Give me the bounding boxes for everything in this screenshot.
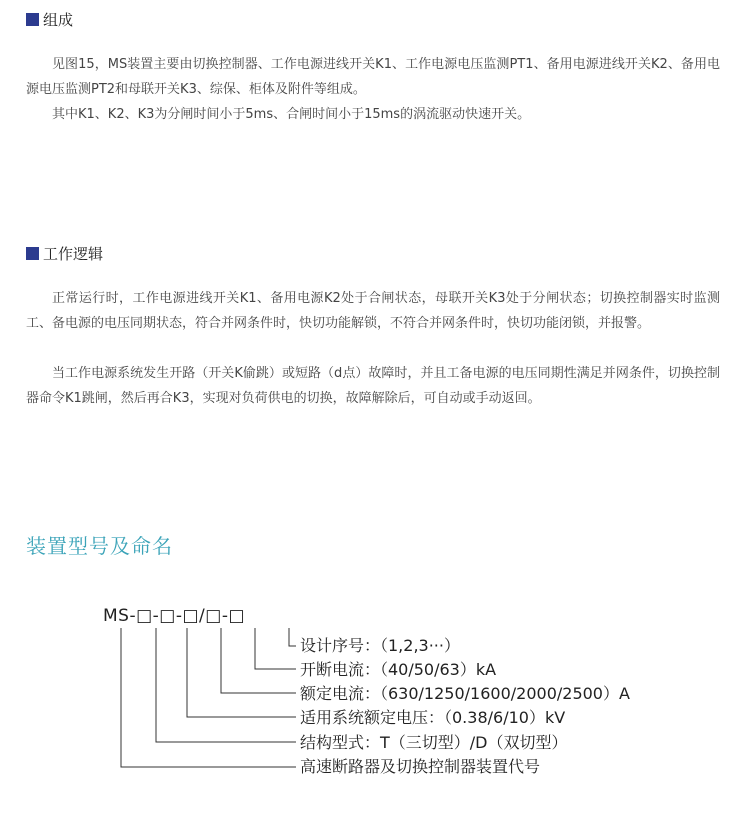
naming-item-structure-type: 结构型式：T（三切型）/D（双切型）	[300, 733, 568, 752]
bracket-line-1	[289, 628, 296, 646]
model-code: MS-□-□-□/□-□	[103, 606, 246, 626]
bracket-line-6	[121, 628, 296, 767]
bracket-line-3	[221, 628, 296, 693]
composition-paragraph-1: 见图15，MS装置主要由切换控制器、工作电源进线开关K1、工作电源电压监测PT1、备用电源进线开关K2、备用电源电压监测PT2和母联开关K3、综保、柜体及附件等组成。	[26, 57, 720, 97]
section-heading-label: 工作逻辑	[43, 245, 104, 263]
composition-paragraph-2: 其中K1、K2、K3为分闸时间小于5ms、合闸时间小于15ms的涡流驱动快速开关。	[52, 107, 531, 122]
naming-title: 装置型号及命名	[26, 534, 173, 558]
naming-item-rated-current: 额定电流：（630/1250/1600/2000/2500）A	[300, 684, 630, 703]
logic-paragraph-2: 当工作电源系统发生开路（开关K偷跳）或短路（d点）故障时，并且工备电源的电压同期性满足并网条件，切换控制器命令K1跳闸，然后再合K3，实现对负荷供电的切换，故障解除后，可自动或手动返回。	[26, 366, 720, 406]
naming-item-device-code: 高速断路器及切换控制器装置代号	[300, 757, 541, 776]
bracket-line-5	[156, 628, 296, 742]
bracket-line-2	[255, 628, 296, 669]
naming-item-breaking-current: 开断电流：（40/50/63）kA	[300, 660, 497, 679]
logic-paragraph-1: 正常运行时，工作电源进线开关K1、备用电源K2处于合闸状态，母联开关K3处于分闸状态；切换控制器实时监测工、备电源的电压同期状态，符合并网条件时，快切功能解锁，不符合并网条件时，快切功能闭锁，并报警。	[26, 291, 720, 331]
section-heading-label: 组成	[43, 11, 74, 29]
bracket-line-4	[187, 628, 296, 717]
naming-item-rated-voltage: 适用系统额定电压：（0.38/6/10）kV	[300, 708, 566, 727]
naming-item-design-number: 设计序号：（1,2,3···）	[300, 636, 460, 655]
